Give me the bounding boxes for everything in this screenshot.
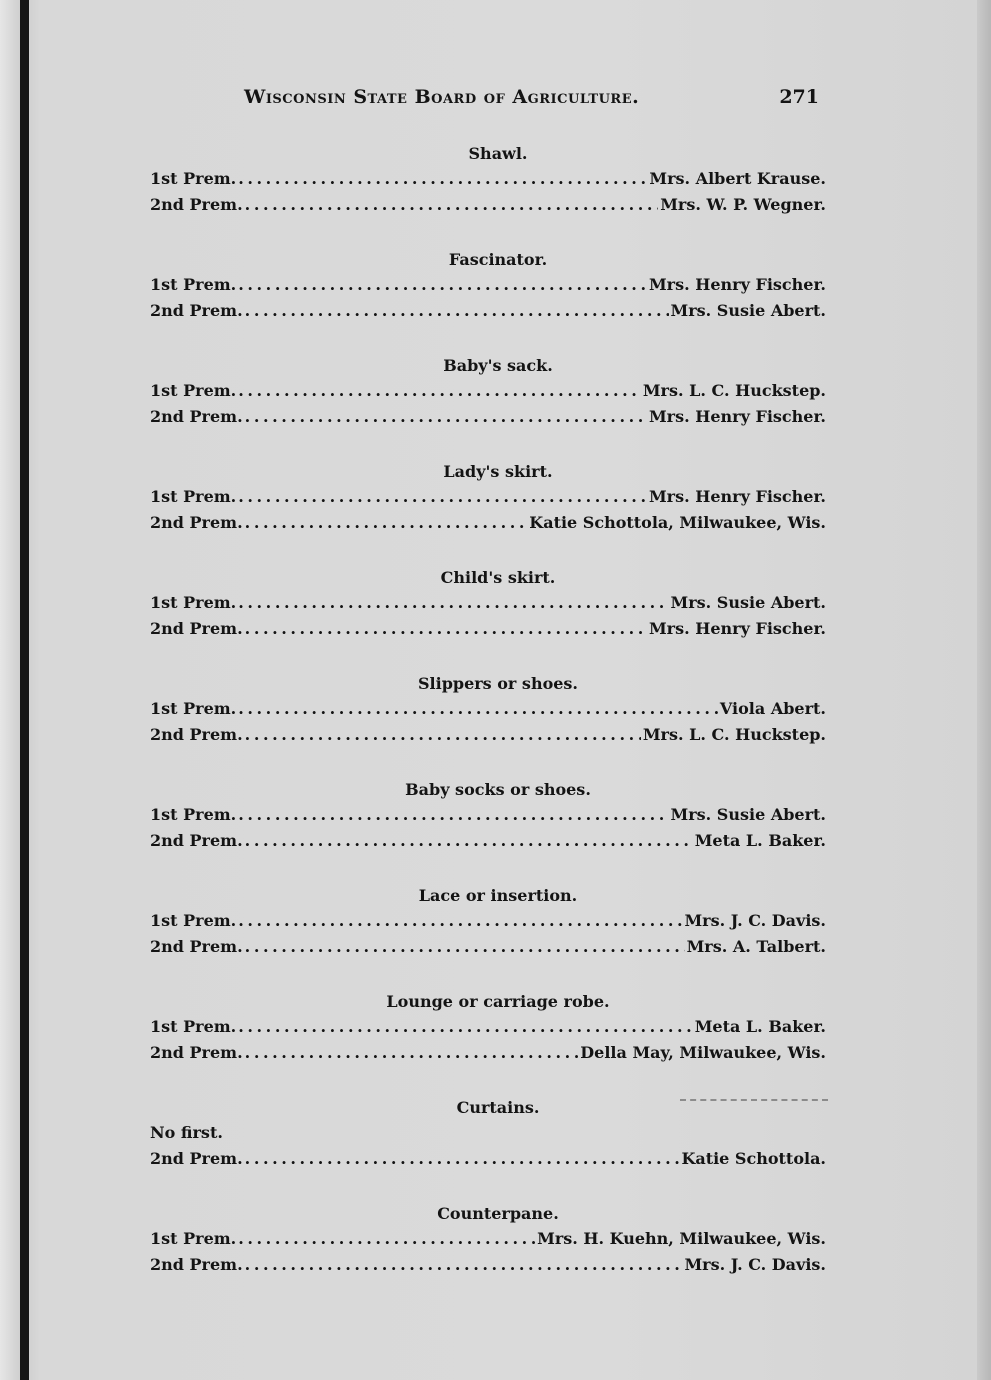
award-row [150,590,826,616]
premium-label: 2nd Prem. [150,513,243,532]
award-row [150,828,826,854]
winner-name: Viola Abert. [719,699,826,718]
premium-label: 2nd Prem. [150,1043,243,1062]
section-spacer [150,324,826,354]
winner-name: Mrs. Susie Abert. [670,593,826,612]
page-edge-left [0,0,20,1380]
dot-leader [245,298,669,324]
dot-leader [245,510,528,536]
faded-print-mark [680,1099,828,1111]
dot-leader [245,828,693,854]
section-spacer [150,430,826,460]
section-title: Child's skirt. [440,568,556,587]
dot-leader [238,590,668,616]
winner-name: Mrs. L. C. Huckstep. [642,725,826,744]
section-title: Slippers or shoes. [417,674,578,693]
premium-label: 1st Prem. [150,699,237,718]
award-row [150,1252,826,1278]
dot-leader [238,1014,692,1040]
award-section [150,566,826,672]
award-row [150,934,826,960]
award-row [150,272,826,298]
dot-leader [245,616,647,642]
award-section [150,1202,826,1278]
award-row [150,696,826,722]
section-title: Baby's sack. [443,356,553,375]
page-edge-right [977,0,991,1380]
section-spacer [150,536,826,566]
premium-label: 2nd Prem. [150,1255,243,1274]
premium-label: No first. [150,1123,223,1142]
premium-label: 2nd Prem. [150,619,243,638]
award-section [150,354,826,460]
award-section [150,672,826,778]
premium-label: 1st Prem. [150,381,237,400]
dot-leader [245,1252,683,1278]
dot-leader [238,1226,535,1252]
award-row [150,378,826,404]
award-section [150,778,826,884]
award-row [150,298,826,324]
dot-leader [245,192,659,218]
award-row [150,1146,826,1172]
winner-name: Mrs. Henry Fischer. [648,619,826,638]
winner-name: Meta L. Baker. [694,1017,826,1036]
premium-label: 2nd Prem. [150,725,243,744]
premium-label: 1st Prem. [150,487,237,506]
dot-leader [238,272,647,298]
dot-leader [238,484,647,510]
dot-leader [245,404,647,430]
section-title: Counterpane. [437,1204,559,1223]
section-title: Baby socks or shoes. [405,780,591,799]
section-spacer [150,748,826,778]
dot-leader [238,802,668,828]
winner-name: Mrs. Albert Krause. [649,169,826,188]
dot-leader [245,1040,579,1066]
premium-label: 2nd Prem. [150,195,243,214]
award-row [150,802,826,828]
premium-label: 1st Prem. [150,593,237,612]
running-header [244,84,819,118]
award-row [150,166,826,192]
section-spacer [150,960,826,990]
winner-name: Katie Schottola, Milwaukee, Wis. [529,513,826,532]
section-title: Curtains. [456,1098,540,1117]
award-row [150,1014,826,1040]
section-title: Lace or insertion. [418,886,578,905]
dot-leader [238,378,641,404]
premium-label: 1st Prem. [150,1017,237,1036]
winner-name: Mrs. Henry Fischer. [648,407,826,426]
winner-name: Katie Schottola. [681,1149,826,1168]
award-row [150,722,826,748]
dot-leader [245,934,685,960]
award-row [150,1120,826,1146]
binding-shadow [20,0,29,1380]
winner-name: Meta L. Baker. [694,831,826,850]
dot-leader [238,166,647,192]
award-section [150,248,826,354]
premium-label: 1st Prem. [150,169,237,188]
premium-label: 1st Prem. [150,805,237,824]
award-section [150,460,826,566]
winner-name: Mrs. J. C. Davis. [684,911,826,930]
header-title: Wisconsin State Board of Agriculture. [244,86,640,108]
award-row [150,1040,826,1066]
award-section [150,884,826,990]
premium-label: 1st Prem. [150,1229,237,1248]
section-spacer [150,218,826,248]
award-row [150,404,826,430]
winner-name: Mrs. Henry Fischer. [648,275,826,294]
premium-label: 1st Prem. [150,275,237,294]
award-section [150,1096,826,1202]
winner-name: Della May, Milwaukee, Wis. [580,1043,826,1062]
section-title: Lounge or carriage robe. [386,992,610,1011]
winner-name: Mrs. A. Talbert. [686,937,826,956]
award-row [150,1226,826,1252]
section-spacer [150,642,826,672]
section-spacer [150,854,826,884]
premium-label: 2nd Prem. [150,1149,243,1168]
award-section [150,990,826,1096]
dot-leader [245,1146,680,1172]
award-row [150,192,826,218]
winner-name: Mrs. H. Kuehn, Milwaukee, Wis. [537,1229,826,1248]
winner-name: Mrs. Henry Fischer. [648,487,826,506]
premium-label: 1st Prem. [150,911,237,930]
premium-label: 2nd Prem. [150,301,243,320]
section-spacer [150,1066,826,1096]
premium-label: 2nd Prem. [150,407,243,426]
dot-leader [245,722,641,748]
section-title: Lady's skirt. [443,462,553,481]
winner-name: Mrs. J. C. Davis. [684,1255,826,1274]
winner-name: Mrs. L. C. Huckstep. [642,381,826,400]
award-section [150,142,826,248]
page-number: 271 [779,86,819,108]
award-row [150,616,826,642]
section-title: Shawl. [468,144,528,163]
award-row [150,484,826,510]
premium-label: 2nd Prem. [150,937,243,956]
dot-leader [238,908,682,934]
premium-label: 2nd Prem. [150,831,243,850]
winner-name: Mrs. Susie Abert. [670,301,826,320]
winner-name: Mrs. W. P. Wegner. [660,195,826,214]
award-row [150,908,826,934]
award-row [150,510,826,536]
section-title: Fascinator. [448,250,548,269]
section-spacer [150,1172,826,1202]
winner-name: Mrs. Susie Abert. [670,805,826,824]
dot-leader [238,696,718,722]
